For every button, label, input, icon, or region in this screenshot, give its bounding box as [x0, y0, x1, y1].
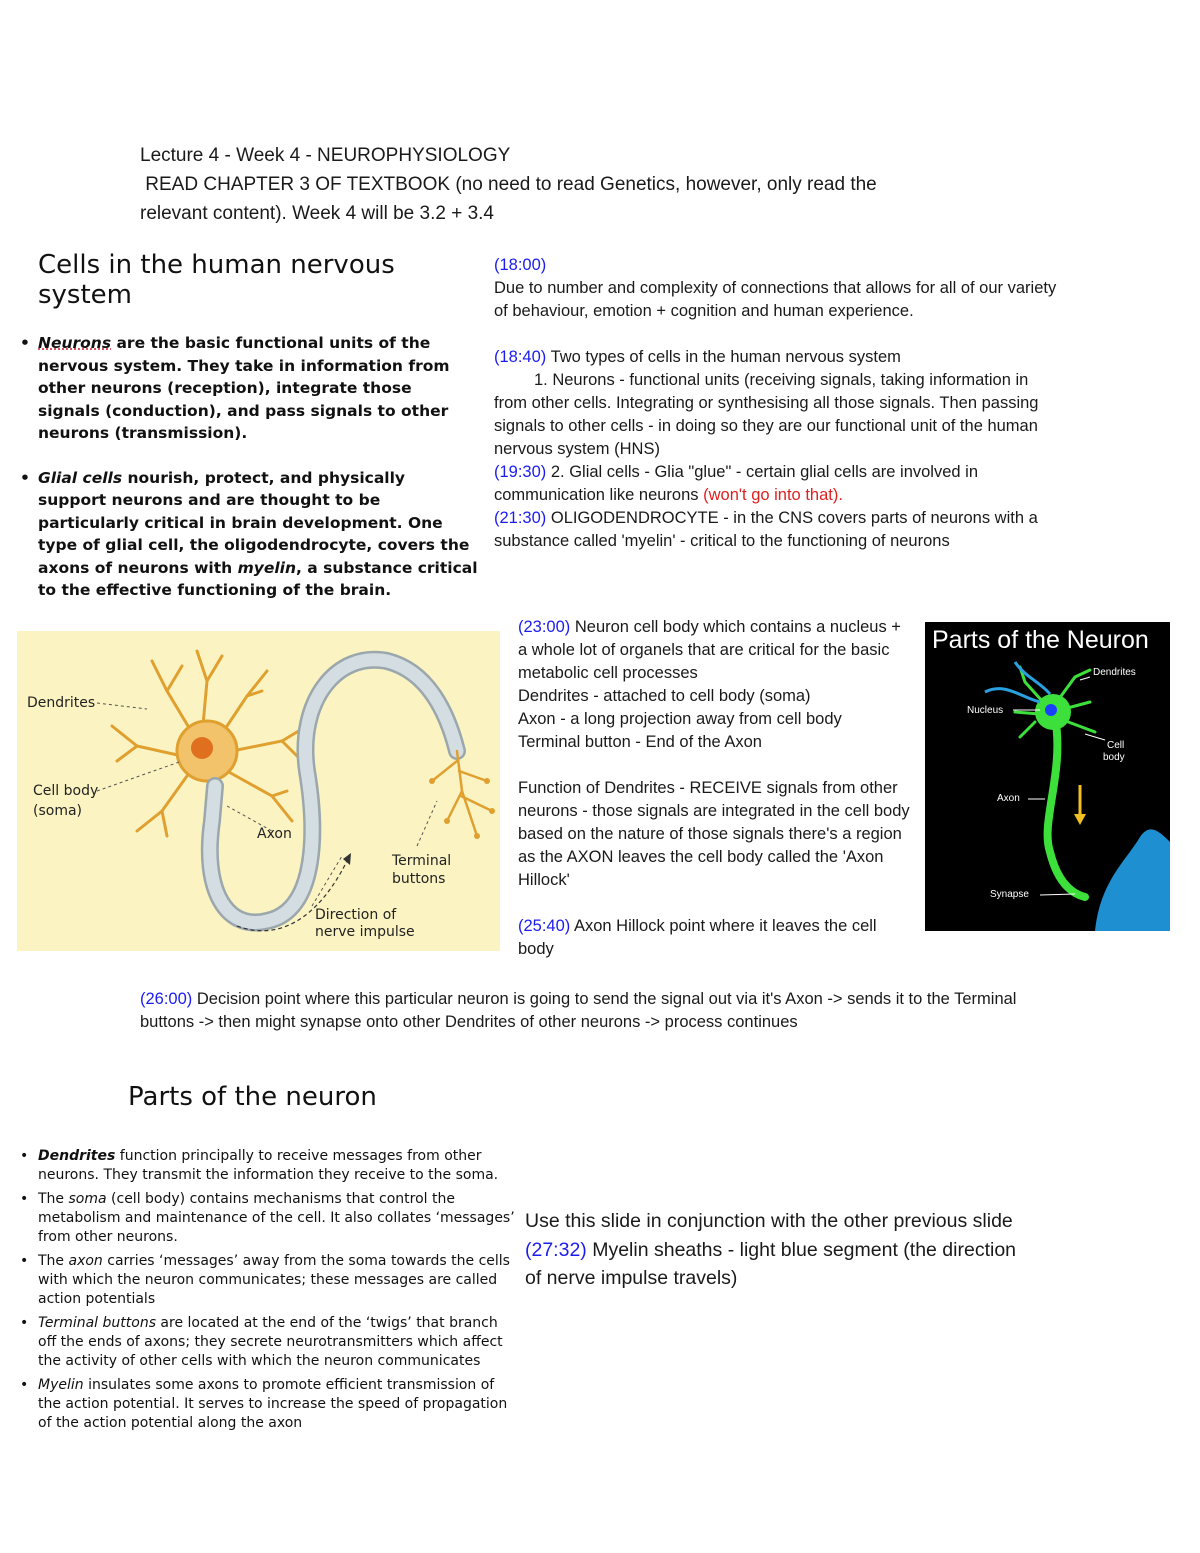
note-text: Dendrites - attached to cell body (soma) — [518, 687, 811, 705]
lecture-notes-2: (23:00) Neuron cell body which contains a nucleus + a whole lot of organels that are critical for the basic metabolic cell processes Dendrites - attached to cell body (soma) Axon - a long projection away from cell body Terminal button - End of the Axon Function of Dendrites - RECEIVE signals from other neurons - those signals are integrated in the cell body based on the nature of those signals there's a region as the AXON leaves the cell body called the 'Axon Hillock' (25:40) Axon Hillock point where it leaves the cell body — [518, 616, 913, 961]
slide-bullets — [18, 1147, 520, 1438]
bullet-soma: • The soma (cell body) contains mechanisms that control the metabolism and maintenance of the cell. It also collates ‘messages’ from other neurons. — [38, 1190, 520, 1247]
note-text: Use this slide in conjunction with the other previous slide — [525, 1210, 1013, 1232]
timestamp: (27:32) — [525, 1238, 587, 1261]
label-dendrites: Dendrites — [1093, 667, 1136, 678]
label-soma: (soma) — [33, 803, 82, 819]
label-axon: Axon — [997, 793, 1020, 804]
label-cell: Cell — [1107, 740, 1125, 751]
label-buttons: buttons — [392, 871, 446, 887]
lecture-notes-1: (18:00) Due to number and complexity of connections that allows for all of our variety of behaviour, emotion + cognition and human experience. (18:40) Two types of cells in the human nervous system 1. Neurons - functional units (receiving signals, taking information in from other cells. Integrating or synthesising all those signals. Then passing signals to other cells - in doing so they are our functional unit of the human nervous system (HNS) (19:30) 2. Glial cells - Glia "glue" - certain glial cells are involved in communication like neurons (won't go into that). (21:30) OLIGODENDROCYTE - in the CNS covers parts of neurons with a substance called 'myelin' - critical to the functioning of neurons — [494, 254, 1064, 553]
note-text: Due to number and complexity of connections that allows for all of our variety of behaviour, emotion + cognition and human experience. — [494, 279, 1057, 320]
label-axon: Axon — [257, 826, 292, 842]
bullet-terminal: • Terminal buttons are located at the end of the ‘twigs’ that branch off the ends of axons; they secrete neurotransmitters which affect the activity of other cells with which the neuron communicates — [38, 1314, 520, 1371]
timestamp: (26:00) — [140, 990, 193, 1008]
timestamp: (19:30) — [494, 463, 547, 481]
lecture-notes-4: Use this slide in conjunction with the other previous slide (27:32) Myelin sheaths - light blue segment (the direction of nerve impulse travels) — [525, 1207, 1035, 1293]
label-body: body — [1103, 752, 1125, 763]
bullet-axon: • The axon carries ‘messages’ away from the soma towards the cells with which the neuron communicates; these messages are called action potentials — [38, 1252, 520, 1309]
slide-cells — [38, 250, 478, 624]
slide-bullets — [38, 332, 478, 602]
document-header — [140, 141, 1020, 228]
bullet-neurons: • Neurons are the basic functional units of the nervous system. They take in information from other neurons (reception), integrate those signals (conduction), and pass signals to other neurons (transmission). — [38, 332, 478, 445]
bullet-glial: • Glial cells nourish, protect, and physically support neurons and are thought to be particularly critical in brain development. One type of glial cell, the oligodendrocyte, covers the axons of neurons with myelin, a substance critical to the effective functioning of the brain. — [38, 467, 478, 602]
note-text: 1. Neurons - functional units (receiving signals, taking information in from other cells. Integrating or synthesising all those signals. Then passing signals to other cells - in doing so they are our functional unit of the human nervous system (HNS) — [494, 371, 1039, 458]
bullet-myelin: • Myelin insulates some axons to promote efficient transmission of the action potential. It serves to increase the speed of propagation of the action potential along the axon — [38, 1376, 520, 1433]
parts-of-neuron-image — [925, 622, 1170, 931]
label-synapse: Synapse — [990, 889, 1029, 900]
timestamp: (18:00) — [494, 256, 547, 274]
note-text: Function of Dendrites - RECEIVE signals from other neurons - those signals are integrated in the cell body based on the nature of those signals there's a region as the AXON leaves the cell body called the 'Axon Hillock' — [518, 779, 910, 889]
neuron-diagram — [17, 631, 500, 951]
label-terminal: Terminal — [392, 853, 452, 869]
image-title: Parts of the Neuron — [932, 626, 1149, 654]
note-text: Axon - a long projection away from cell body — [518, 710, 842, 728]
slide-title: Cells in the human nervous system — [38, 250, 395, 310]
label-nucleus: Nucleus — [967, 705, 1004, 716]
slide-parts — [128, 1082, 508, 1112]
label-impulse: nerve impulse — [315, 924, 415, 940]
note-text: Terminal button - End of the Axon — [518, 733, 762, 751]
label-cell-body: Cell body — [33, 783, 99, 799]
label-direction: Direction of — [315, 907, 397, 923]
reading-instruction-cont: relevant content). Week 4 will be 3.2 + 3.4 — [140, 203, 494, 224]
lecture-title: Lecture 4 - Week 4 - NEUROPHYSIOLOGY — [140, 145, 511, 166]
lecture-notes-3: (26:00) Decision point where this particular neuron is going to send the signal out via it's Axon -> sends it to the Terminal buttons -> then might synapse onto other Dendrites of other neurons -> process continues — [140, 990, 1017, 1031]
slide-title: Parts of the neuron — [128, 1082, 377, 1112]
timestamp: (23:00) — [518, 618, 571, 636]
bullet-dendrites: • Dendrites function principally to receive messages from other neurons. They transmit the information they receive to the soma. — [38, 1147, 520, 1185]
timestamp: (21:30) — [494, 509, 547, 527]
label-dendrites: Dendrites — [27, 695, 96, 711]
timestamp: (25:40) — [518, 917, 571, 935]
timestamp: (18:40) — [494, 348, 547, 366]
reading-instruction: READ CHAPTER 3 OF TEXTBOOK (no need to read Genetics, however, only read the — [140, 174, 877, 195]
